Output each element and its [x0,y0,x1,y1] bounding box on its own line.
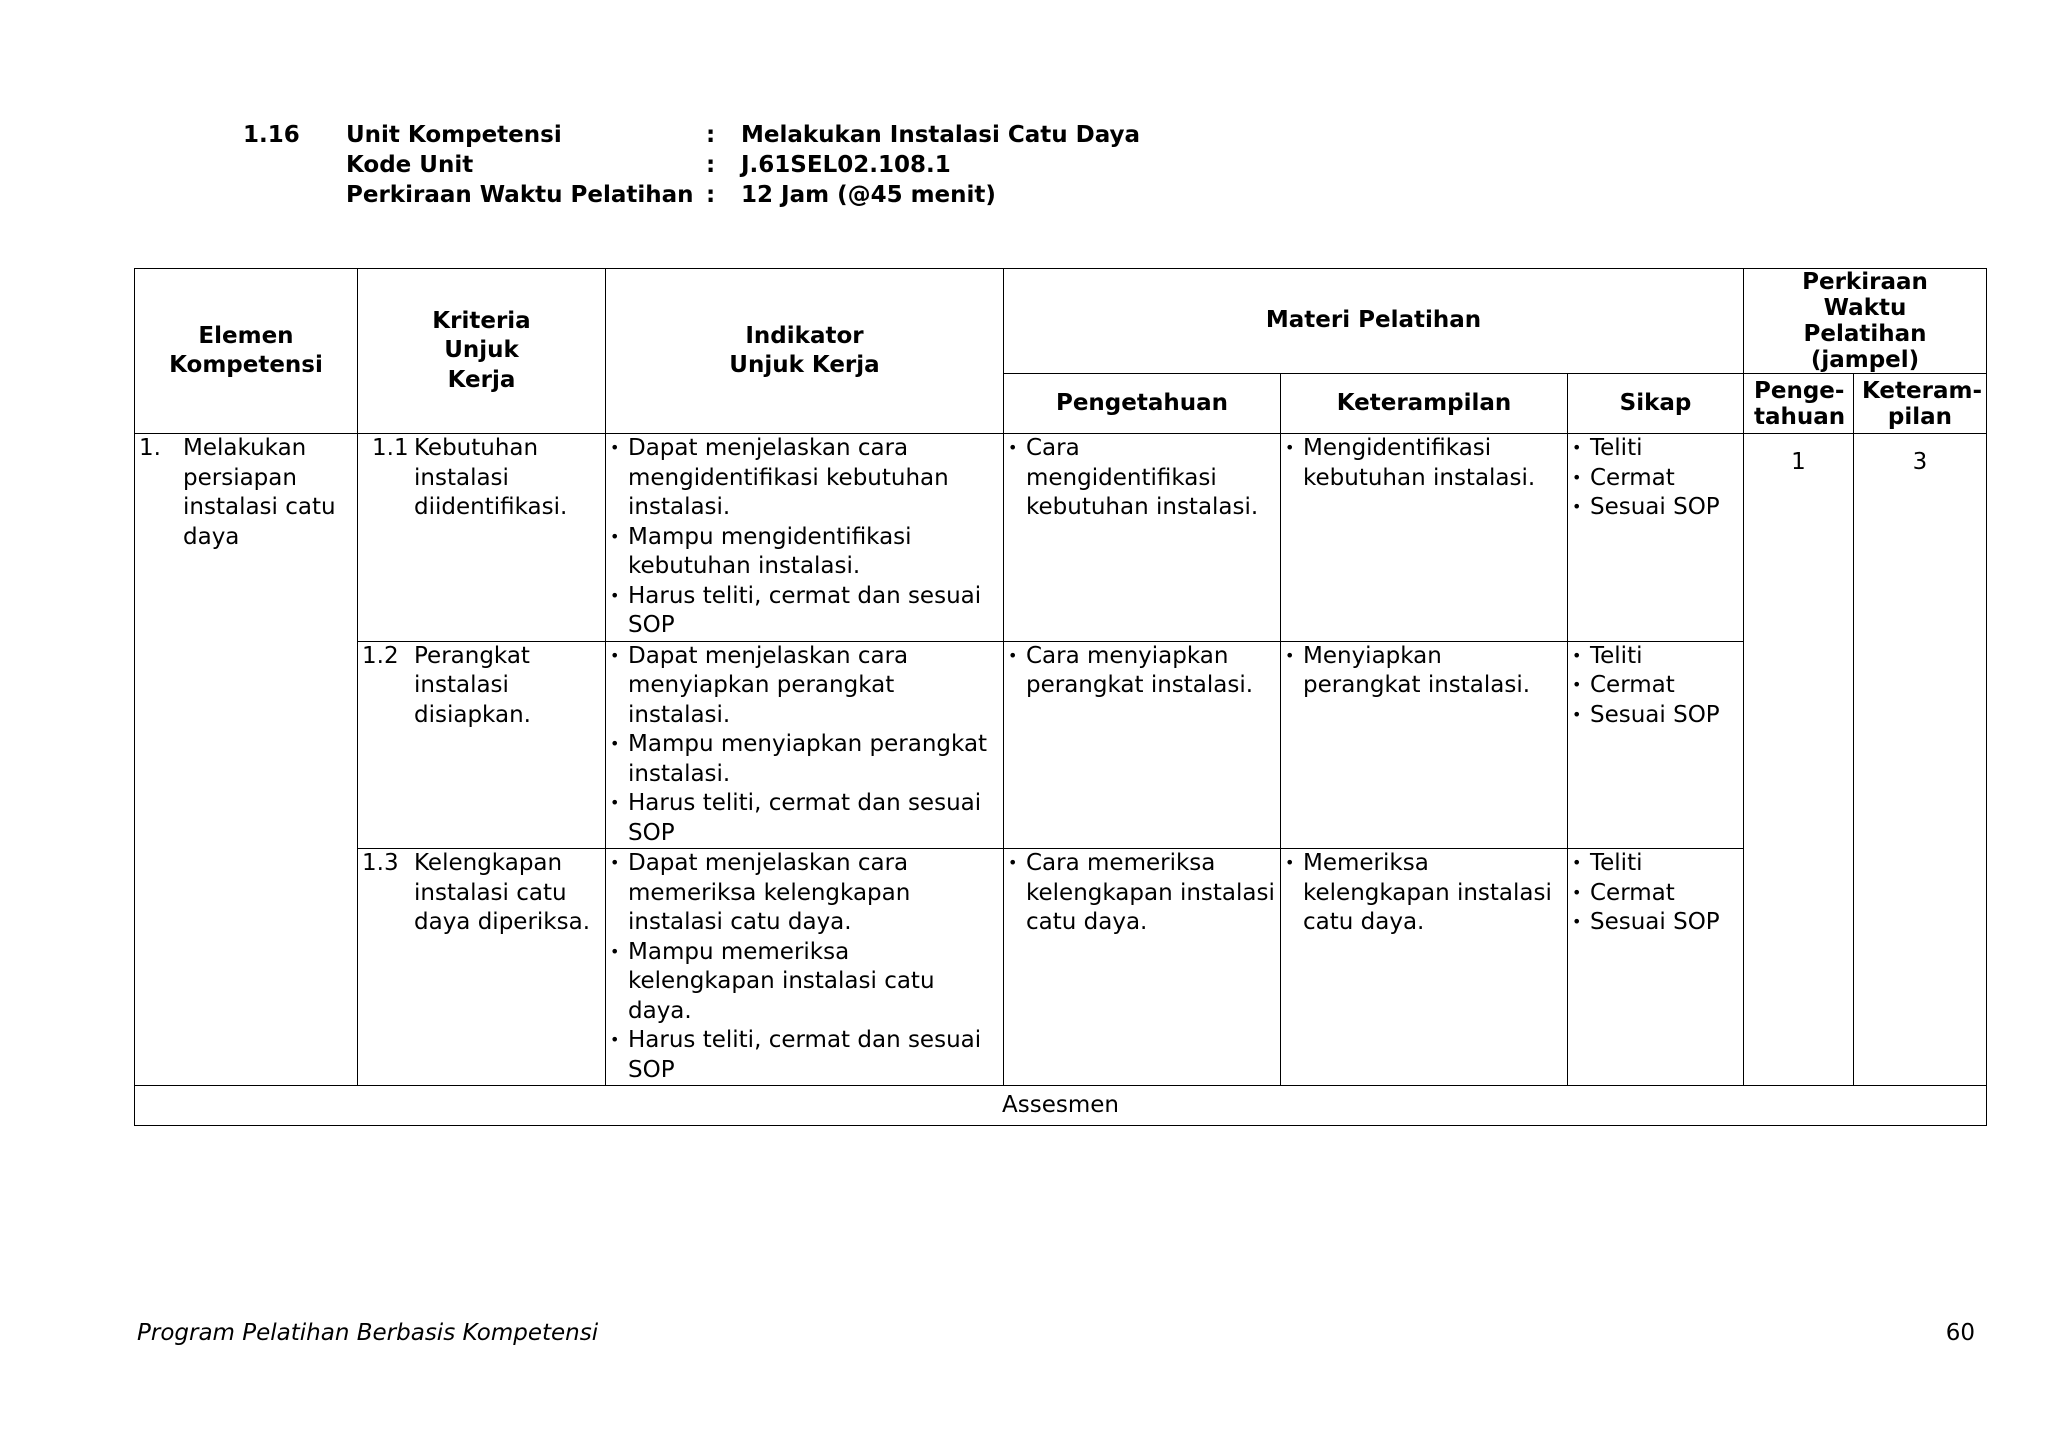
waktu-label: Perkiraan Waktu Pelatihan [346,182,694,208]
list-item: • Mengidentifikasi kebutuhan instalasi. [1285,434,1563,493]
list-item: • Mampu mengidentifikasi kebutuhan instalasi. [610,523,999,582]
list-item: • Cara menyiapkan perangkat instalasi. [1008,642,1276,701]
list-item: • Mampu memeriksa kelengkapan instalasi catu daya. [610,938,999,1027]
list-item: • Harus teliti, cermat dan sesuai SOP [610,582,999,641]
header-penge-tahuan: Penge-tahuan [1744,374,1854,434]
kuk-cell [358,434,606,642]
list-item: • Dapat menjelaskan cara memeriksa kelengkapan instalasi catu daya. [610,849,999,938]
competency-table [134,268,1987,1126]
kuk-number: 1.2 [362,642,399,669]
sikap-cell [1568,641,1744,849]
list-item: • Sesuai SOP [1572,908,1739,938]
list-item: • Cermat [1572,879,1739,909]
unit-header [243,120,1140,210]
header-sikap: Sikap [1568,374,1744,434]
list-item: • Memeriksa kelengkapan instalasi catu daya. [1285,849,1563,938]
unit-label: Unit Kompetensi [346,122,562,148]
kuk-text: Perangkat instalasi disiapkan. [414,642,531,728]
list-item: • Cara mengidentifikasi kebutuhan instalasi. [1008,434,1276,523]
table-row [135,641,1987,849]
indikator-cell [606,641,1004,849]
colon: : [706,182,716,208]
sikap-cell [1568,849,1744,1086]
assesmen-row: Assesmen [135,1086,1987,1126]
list-item: • Teliti [1572,849,1739,879]
list-item: • Dapat menjelaskan cara menyiapkan perangkat instalasi. [610,642,999,731]
table-row [135,434,1987,642]
waktu-value: 12 Jam (@45 menit) [741,182,996,208]
list-item: • Sesuai SOP [1572,493,1739,523]
pengetahuan-cell [1004,434,1281,642]
kode-label: Kode Unit [346,152,474,178]
header-row-kode [243,150,1140,180]
keterampilan-cell [1281,641,1568,849]
list-item: • Teliti [1572,434,1739,464]
page-number: 60 [1945,1320,1975,1346]
page-footer [137,1320,1975,1346]
kuk-cell [358,849,606,1086]
elemen-text: Melakukan persiapan instalasi catu daya [183,435,336,550]
keterampilan-cell [1281,849,1568,1086]
header-elemen: Elemen Kompetensi [135,269,358,434]
table-row [135,849,1987,1086]
header-keteram-pilan: Keteram-pilan [1854,374,1987,434]
header-row-unit [243,120,1140,150]
list-item: • Mampu menyiapkan perangkat instalasi. [610,730,999,789]
footer-title: Program Pelatihan Berbasis Kompetensi [137,1320,599,1346]
pengetahuan-cell [1004,641,1281,849]
jampel-keterampilan: 3 [1854,434,1987,1086]
kode-value: J.61SEL02.108.1 [741,152,951,178]
list-item: • Dapat menjelaskan cara mengidentifikasi kebutuhan instalasi. [610,434,999,523]
header-indikator: Indikator Unjuk Kerja [606,269,1004,434]
header-kriteria: Kriteria Unjuk Kerja [358,269,606,434]
kuk-text: Kebutuhan instalasi diidentifikasi. [414,435,568,520]
list-item: • Cermat [1572,464,1739,494]
indikator-cell [606,434,1004,642]
header-row-waktu [243,180,1140,210]
colon: : [706,122,716,148]
kuk-number: 1.1 [372,435,409,461]
header-materi: Materi Pelatihan [1004,269,1744,374]
pengetahuan-cell [1004,849,1281,1086]
keterampilan-cell [1281,434,1568,642]
header-perkiraan: Perkiraan Waktu Pelatihan (jampel) [1744,269,1987,374]
list-item: • Menyiapkan perangkat instalasi. [1285,642,1563,701]
list-item: • Sesuai SOP [1572,701,1739,731]
header-pengetahuan: Pengetahuan [1004,374,1281,434]
kuk-number: 1.3 [362,850,399,876]
unit-value: Melakukan Instalasi Catu Daya [741,122,1141,148]
indikator-cell [606,849,1004,1086]
list-item: • Cara memeriksa kelengkapan instalasi catu daya. [1008,849,1276,938]
colon: : [706,152,716,178]
list-item: • Teliti [1572,642,1739,672]
elemen-number: 1. [139,435,161,461]
kuk-text: Kelengkapan instalasi catu daya diperiksa. [414,850,591,935]
elemen-cell [135,434,358,1086]
header-keterampilan: Keterampilan [1281,374,1568,434]
jampel-pengetahuan: 1 [1744,434,1854,1086]
list-item: • Harus teliti, cermat dan sesuai SOP [610,1026,999,1085]
list-item: • Harus teliti, cermat dan sesuai SOP [610,789,999,848]
sikap-cell [1568,434,1744,642]
list-item: • Cermat [1572,671,1739,701]
kuk-cell [358,641,606,849]
unit-number: 1.16 [243,122,300,148]
